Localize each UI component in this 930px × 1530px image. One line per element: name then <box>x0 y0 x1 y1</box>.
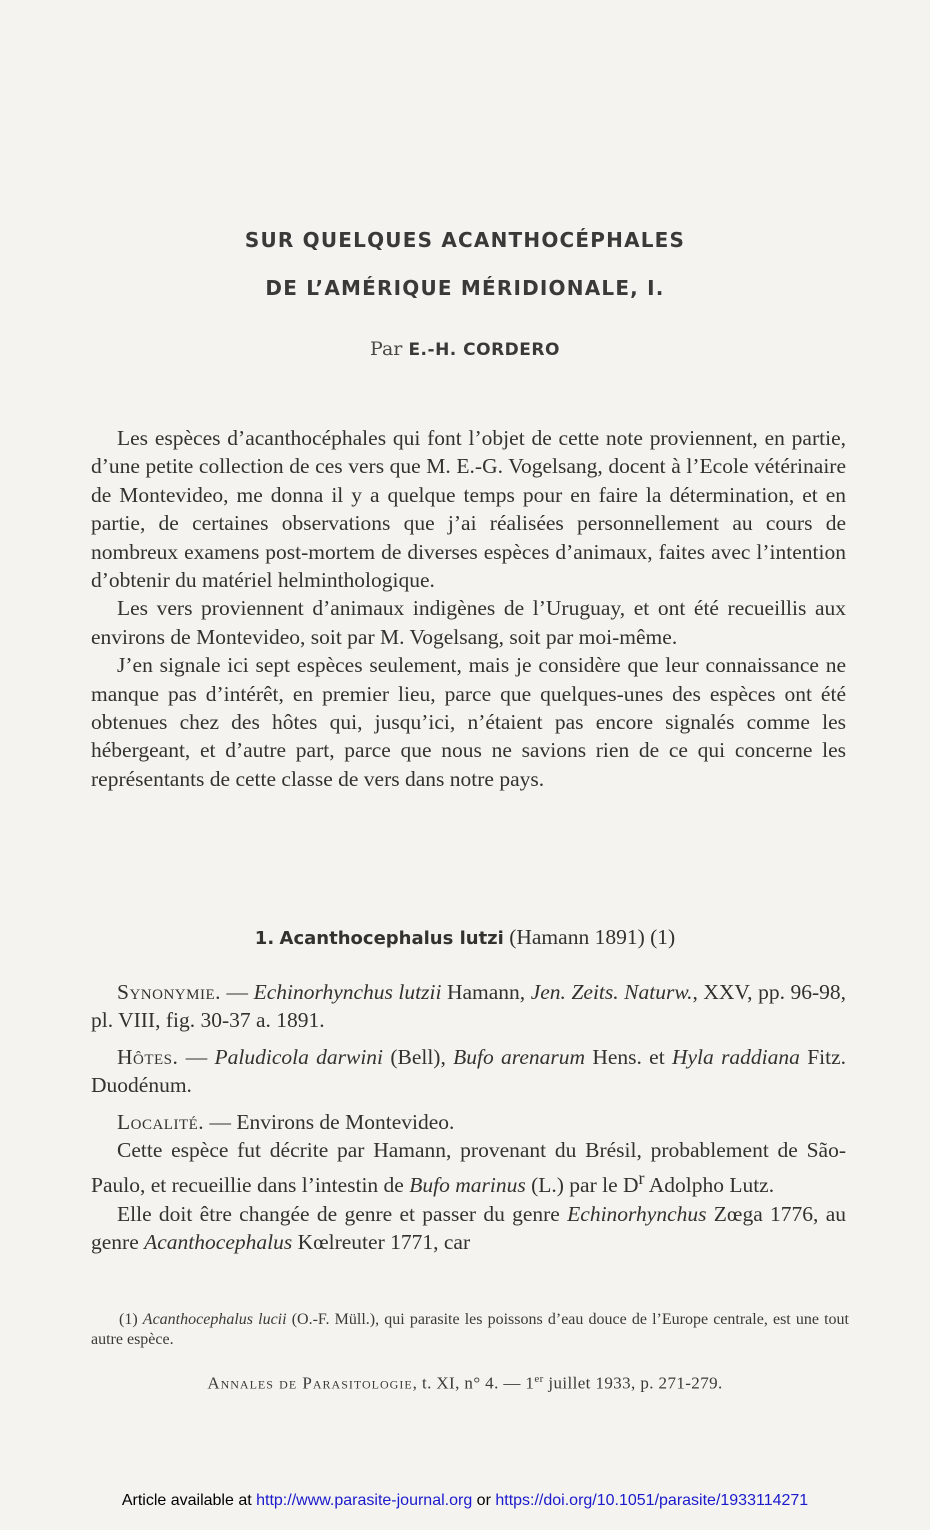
author-prefix: Par <box>370 338 403 360</box>
synonymy-paragraph <box>91 978 846 1035</box>
article-title-line-1: SUR QUELQUES ACANTHOCÉPHALES <box>244 228 686 252</box>
text-run: Elle doit être changée de genre et passer du genre <box>117 1202 568 1226</box>
intro-paragraph: Les vers proviennent d’animaux indigènes de l’Uruguay, et ont été recueillis aux environs de Montevideo, soit par M. Vogelsang, soit par moi-même. <box>91 596 846 649</box>
hosts-label: Hôtes. <box>117 1044 179 1069</box>
dash: — <box>178 1044 215 1069</box>
text-run: Kœlreuter 1771, car <box>292 1230 471 1255</box>
section-authority: (Hamann 1891) (1) <box>509 925 676 949</box>
genus-name: Acanthocephalus <box>144 1230 293 1255</box>
locality-label: Localité. <box>117 1109 205 1134</box>
doi-link[interactable]: https://doi.org/10.1051/parasite/1933114271 <box>495 1492 809 1509</box>
superscript: er <box>534 1373 544 1385</box>
section-1-text <box>91 978 846 1257</box>
author-line <box>0 338 930 360</box>
section-heading <box>0 925 930 950</box>
intro-paragraph: J’en signale ici sept espèces seulement, mais je considère que leur connaissance ne manque pas d’intérêt, en premier lieu, parce que quelques-unes des espèces ont été obtenues chez des hôtes qui, jusqu’ici, n’étaient pas encore signalés comme les hébergeant, et d’autre part, parce que nous ne savions rien de ce qui concerne les représentants de cette classe de vers dans notre pays. <box>91 653 846 791</box>
host-name: Bufo arenarum <box>453 1044 586 1069</box>
host-name: Paludicola darwini <box>214 1044 384 1069</box>
footnote-body: (O.-F. Müll.), qui parasite les poissons d’eau douce de l’Europe centrale, est une tout autre espèce. <box>91 1311 849 1348</box>
host-author: Hens. et <box>585 1044 672 1069</box>
journal-link[interactable]: http://www.parasite-journal.org <box>256 1492 473 1509</box>
journal-date-pages: juillet 1933, p. 271-279. <box>543 1373 723 1393</box>
journal-abbrev: Jen. Zeits. Naturw. <box>530 980 693 1004</box>
host-author: (Bell), <box>383 1044 454 1069</box>
journal-volume: , t. XI, n° 4. — 1 <box>412 1373 535 1393</box>
article-title-line-2: DE L’AMÉRIQUE MÉRIDIONALE, I. <box>265 276 665 300</box>
text-run: Zœga 1776, au genre <box>91 1202 846 1255</box>
intro-paragraph: Les espèces d’acanthocéphales qui font l’objet de cette note proviennent, en partie, d’une petite collection de ces vers que M. E.-G. Vogelsang, docent à l’Ecole vétérinaire de Montevideo, me donna il y a quelque temps pour en faire la détermination, et en partie, de certaines observations que j’ai réalisées personnellement au cours de nombreux examens post-mortem de diverses espèces d’animaux, faites avec l’intention d’obtenir du matériel helminthologique. <box>91 426 846 593</box>
text-run: (L.) par le D <box>525 1173 639 1198</box>
text-run: Cette espèce fut décrite par Hamann, provenant du Brésil, probablement de São-Paulo, et recueillie dans l’intestin de <box>91 1138 846 1198</box>
availability-prefix: Article available at <box>121 1492 257 1509</box>
footnote-species: Acanthocephalus lucii <box>142 1311 287 1328</box>
synonymy-label: Synonymie. <box>117 980 221 1004</box>
dash: — <box>221 980 254 1004</box>
genus-name: Echinorhynchus <box>567 1202 707 1226</box>
synonym-reference: , XXV, pp. 96-98, pl. VIII, fig. 30-37 a. 1891. <box>91 980 847 1033</box>
host-name: Bufo marinus <box>409 1173 526 1198</box>
footnote-marker: (1) <box>119 1311 143 1328</box>
body-paragraph <box>91 1200 846 1257</box>
host-name: Hyla raddiana <box>671 1044 800 1069</box>
hosts-paragraph <box>91 1043 846 1100</box>
host-author: Fitz. Duodénum. <box>91 1044 847 1098</box>
section-number: 1. <box>254 928 275 949</box>
availability-or: or <box>472 1492 496 1509</box>
author-name: E.-H. CORDERO <box>408 340 560 360</box>
body-paragraph <box>91 1136 846 1200</box>
intro-text <box>91 424 846 793</box>
locality-text: — Environs de Montevideo. <box>204 1109 455 1134</box>
locality-paragraph <box>91 1108 846 1136</box>
journal-name: Annales de Parasitologie <box>207 1373 413 1393</box>
superscript: r <box>638 1168 645 1189</box>
availability-notice <box>0 1492 930 1510</box>
footnote-text <box>91 1310 849 1350</box>
section-species: Acanthocephalus lutzi <box>279 928 504 949</box>
journal-citation <box>0 1373 930 1394</box>
synonym-author: Hamann, <box>441 980 531 1004</box>
text-run: Adolpho Lutz. <box>644 1173 775 1198</box>
synonym-name: Echinorhynchus lutzii <box>253 980 442 1004</box>
footnote <box>91 1310 849 1350</box>
